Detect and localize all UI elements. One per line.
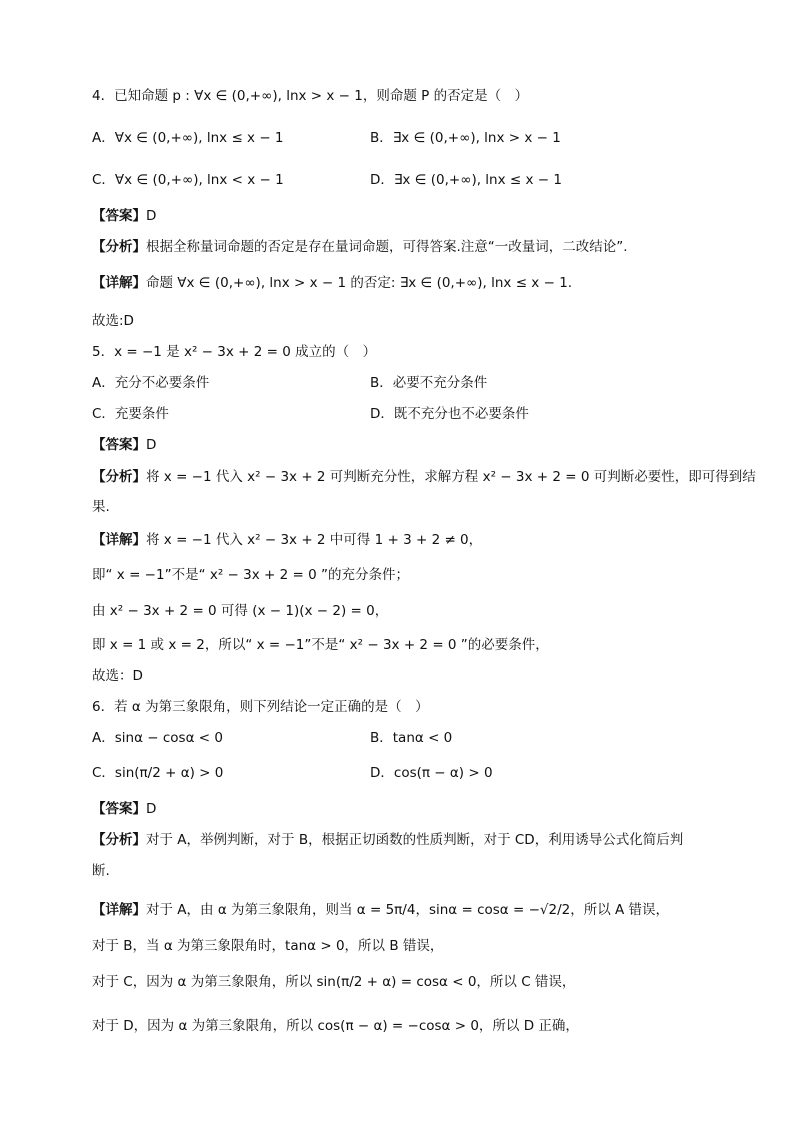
question-5-option-c: C．充要条件 xyxy=(92,406,169,422)
detail-text: 将 x = −1 代入 x² − 3x + 2 中可得 1 + 3 + 2 ≠ 0， xyxy=(146,532,483,548)
question-5-detail xyxy=(92,530,482,550)
question-5-analysis-cont: 果. xyxy=(92,499,110,515)
question-6-analysis xyxy=(92,830,683,850)
question-5-detail-line-2: 即“ x = −1”不是“ x² − 3x + 2 = 0 ”的充分条件； xyxy=(92,567,409,583)
question-4-option-d: D．∃x ∈ (0,+∞), lnx ≤ x − 1 xyxy=(370,172,562,188)
question-6-answer xyxy=(92,799,156,819)
detail-tag: 【详解】 xyxy=(92,902,146,918)
question-4-analysis xyxy=(92,237,628,257)
answer-text: D xyxy=(146,437,157,453)
question-6-option-a: A．sinα − cosα < 0 xyxy=(92,730,223,746)
question-6-analysis-cont: 断. xyxy=(92,863,110,879)
question-5-option-b: B．必要不充分条件 xyxy=(370,375,488,391)
analysis-text: 根据全称量词命题的否定是存在量词命题，可得答案.注意“一改量词，二改结论”. xyxy=(146,239,628,255)
analysis-tag: 【分析】 xyxy=(92,239,146,255)
answer-text: D xyxy=(146,801,157,817)
question-4-detail xyxy=(92,273,572,293)
question-6-option-d: D．cos(π − α) > 0 xyxy=(370,765,493,781)
question-5-analysis xyxy=(92,467,756,487)
question-4-choice: 故选:D xyxy=(92,313,134,329)
answer-tag: 【答案】 xyxy=(92,801,146,817)
question-6-detail-line-3: 对于 C，因为 α 为第三象限角，所以 sin(π/2 + α) = cosα < 0，所以 C 错误， xyxy=(92,974,576,990)
question-4-option-c: C．∀x ∈ (0,+∞), lnx < x − 1 xyxy=(92,172,284,188)
answer-tag: 【答案】 xyxy=(92,208,146,224)
question-6-stem: 6．若 α 为第三象限角，则下列结论一定正确的是（ ） xyxy=(92,699,429,715)
analysis-tag: 【分析】 xyxy=(92,832,146,848)
question-4-stem: 4．已知命题 p : ∀x ∈ (0,+∞), lnx > x − 1，则命题 P 的否定是（ ） xyxy=(92,88,529,104)
detail-tag: 【详解】 xyxy=(92,275,146,291)
question-6-detail-line-2: 对于 B，当 α 为第三象限角时，tanα > 0，所以 B 错误， xyxy=(92,938,444,954)
detail-tag: 【详解】 xyxy=(92,532,146,548)
question-4-option-a: A．∀x ∈ (0,+∞), lnx ≤ x − 1 xyxy=(92,130,284,146)
analysis-text: 将 x = −1 代入 x² − 3x + 2 可判断充分性，求解方程 x² − 3x + 2 = 0 可判断必要性，即可得到结 xyxy=(146,469,756,485)
question-5-option-d: D．既不充分也不必要条件 xyxy=(370,406,529,422)
question-5-detail-line-3: 由 x² − 3x + 2 = 0 可得 (x − 1)(x − 2) = 0， xyxy=(92,603,389,619)
question-6-option-c: C．sin(π/2 + α) > 0 xyxy=(92,765,224,781)
question-5-option-a: A．充分不必要条件 xyxy=(92,375,210,391)
question-5-answer xyxy=(92,435,156,455)
analysis-text: 对于 A，举例判断，对于 B，根据正切函数的性质判断，对于 CD，利用诱导公式化简后判 xyxy=(146,832,684,848)
analysis-tag: 【分析】 xyxy=(92,469,146,485)
question-4-option-b: B．∃x ∈ (0,+∞), lnx > x − 1 xyxy=(370,130,561,146)
question-6-detail xyxy=(92,900,669,920)
question-5-stem: 5．x = −1 是 x² − 3x + 2 = 0 成立的（ ） xyxy=(92,344,377,360)
question-6-option-b: B．tanα < 0 xyxy=(370,730,453,746)
question-5-choice: 故选：D xyxy=(92,668,143,684)
question-4-answer xyxy=(92,206,156,226)
detail-text: 命题 ∀x ∈ (0,+∞), lnx > x − 1 的否定: ∃x ∈ (0,+∞), lnx ≤ x − 1. xyxy=(146,275,573,291)
answer-text: D xyxy=(146,208,157,224)
detail-text: 对于 A，由 α 为第三象限角，则当 α = 5π/4，sinα = cosα = −√2/2，所以 A 错误， xyxy=(146,902,670,918)
question-5-detail-line-4: 即 x = 1 或 x = 2，所以“ x = −1”不是“ x² − 3x + 2 = 0 ”的必要条件， xyxy=(92,637,549,653)
question-6-detail-line-4: 对于 D，因为 α 为第三象限角，所以 cos(π − α) = −cosα > 0，所以 D 正确， xyxy=(92,1018,579,1034)
answer-tag: 【答案】 xyxy=(92,437,146,453)
